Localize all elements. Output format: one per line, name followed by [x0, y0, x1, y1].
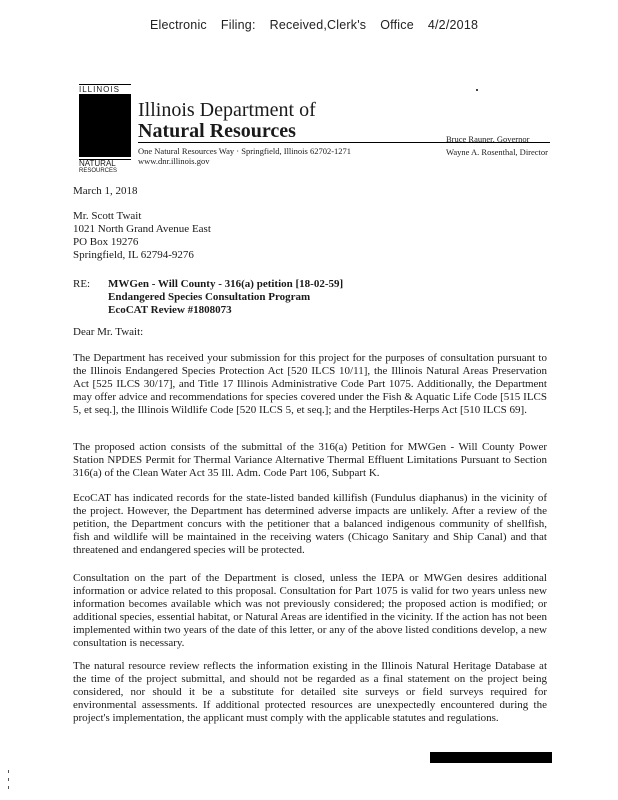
logo-bottom-text-2: RESOURCES [79, 168, 118, 174]
dept-address-block [138, 146, 351, 166]
body-paragraph: Consultation on the part of the Department is closed, unless the IEPA or MWGen desires additional information or advice related to this proposal. Consultation for Part 1075 is valid for two years unless new information becomes available which was not previously considered; the proposed action is modified; or additional species, essential habitat, or Natural Areas are identified in the vicinity. If the action has not been implemented within two years of the date of this letter, or any of the above listed conditions develop, a new consultation is necessary. [73, 572, 547, 649]
filing-label: Filing: [220, 18, 256, 32]
recipient-line: 1021 North Grand Avenue East [73, 223, 211, 235]
letter-date: March 1, 2018 [73, 185, 138, 197]
body-paragraph: EcoCAT has indicated records for the state-listed banded killifish (Fundulus diaphanus) in the vicinity of the project. However, the Department has determined adverse impacts are unlikely. After a review of the petition, the Department concurs with the petitioner that a balanced indigenous community of shellfish, fish and wildlife will be maintained in the receiving waters (Chicago Sanitary and Ship Canal) and that threatened and endangered species will be protected. [73, 492, 547, 556]
re-line: Endangered Species Consultation Program [108, 291, 311, 303]
filing-received: Received,Clerk's [269, 18, 367, 32]
governor-name: Bruce Rauner, Governor [446, 134, 530, 144]
re-line: EcoCAT Review #1808073 [108, 304, 232, 316]
scan-mark [8, 778, 9, 781]
logo-bottom-text: NATURAL [79, 159, 131, 168]
scan-mark [8, 786, 9, 789]
filing-date: 4/2/2018 [427, 18, 479, 32]
body-paragraph: The proposed action consists of the submittal of the 316(a) Petition for MWGen - Will County Power Station NPDES Permit for Thermal Variance Alternative Thermal Effluent Limitations Pursuant to Section 316(a) of the Clean Water Act 35 Ill. Adm. Code Part 106, Subpart K. [73, 441, 547, 479]
body-paragraph: The natural resource review reflects the information existing in the Illinois Natural Heritage Database at the time of the project submittal, and should not be regarded as a final statement on the project being considered, nor should it be a substitute for detailed site surveys or field surveys required for environmental assessments. If additional protected resources are unexpectedly encountered during the project's implementation, the applicant must comply with the applicable statutes and regulations. [73, 660, 547, 724]
body-paragraph: The Department has received your submission for this project for the purposes of consultation pursuant to the Illinois Endangered Species Protection Act [520 ILCS 10/11], the Illinois Natural Areas Preservation Act [525 ILCS 30/17], and Title 17 Illinois Administrative Code Part 1075. Additionally, the Department may offer advice and recommendations for species covered under the Fish & Aquatic Life Code [515 ILCS 5, et seq.], the Illinois Wildlife Code [520 ILCS 5, et seq.]; and the Herptiles-Herps Act [510 ILCS 69]. [73, 352, 547, 416]
dept-website: www.dnr.illinois.gov [138, 156, 210, 166]
filing-electronic: Electronic [150, 18, 207, 32]
director-name: Wayne A. Rosenthal, Director [446, 147, 548, 157]
recipient-line: PO Box 19276 [73, 236, 139, 248]
dept-name-line1: Illinois Department of [138, 99, 316, 121]
recipient-line: Mr. Scott Twait [73, 210, 142, 222]
dept-name-line2: Natural Resources [138, 120, 296, 142]
salutation: Dear Mr. Twait: [73, 326, 144, 338]
re-subject [108, 278, 343, 317]
redaction-bar [430, 752, 552, 763]
logo-black-block [79, 95, 131, 157]
dept-address: One Natural Resources Way · Springfield, Illinois 62702-1271 [138, 146, 352, 156]
scan-speck [476, 89, 478, 91]
re-label: RE: [73, 278, 91, 290]
idnr-logo [79, 84, 131, 174]
scan-mark [8, 770, 9, 773]
electronic-filing-header [150, 18, 478, 32]
filing-office: Office [380, 18, 414, 32]
recipient-line: Springfield, IL 62794-9276 [73, 249, 194, 261]
logo-top-text: ILLINOIS [79, 84, 131, 95]
re-line: MWGen - Will County - 316(a) petition [18-02-59] [108, 278, 344, 290]
recipient-address [73, 210, 211, 262]
